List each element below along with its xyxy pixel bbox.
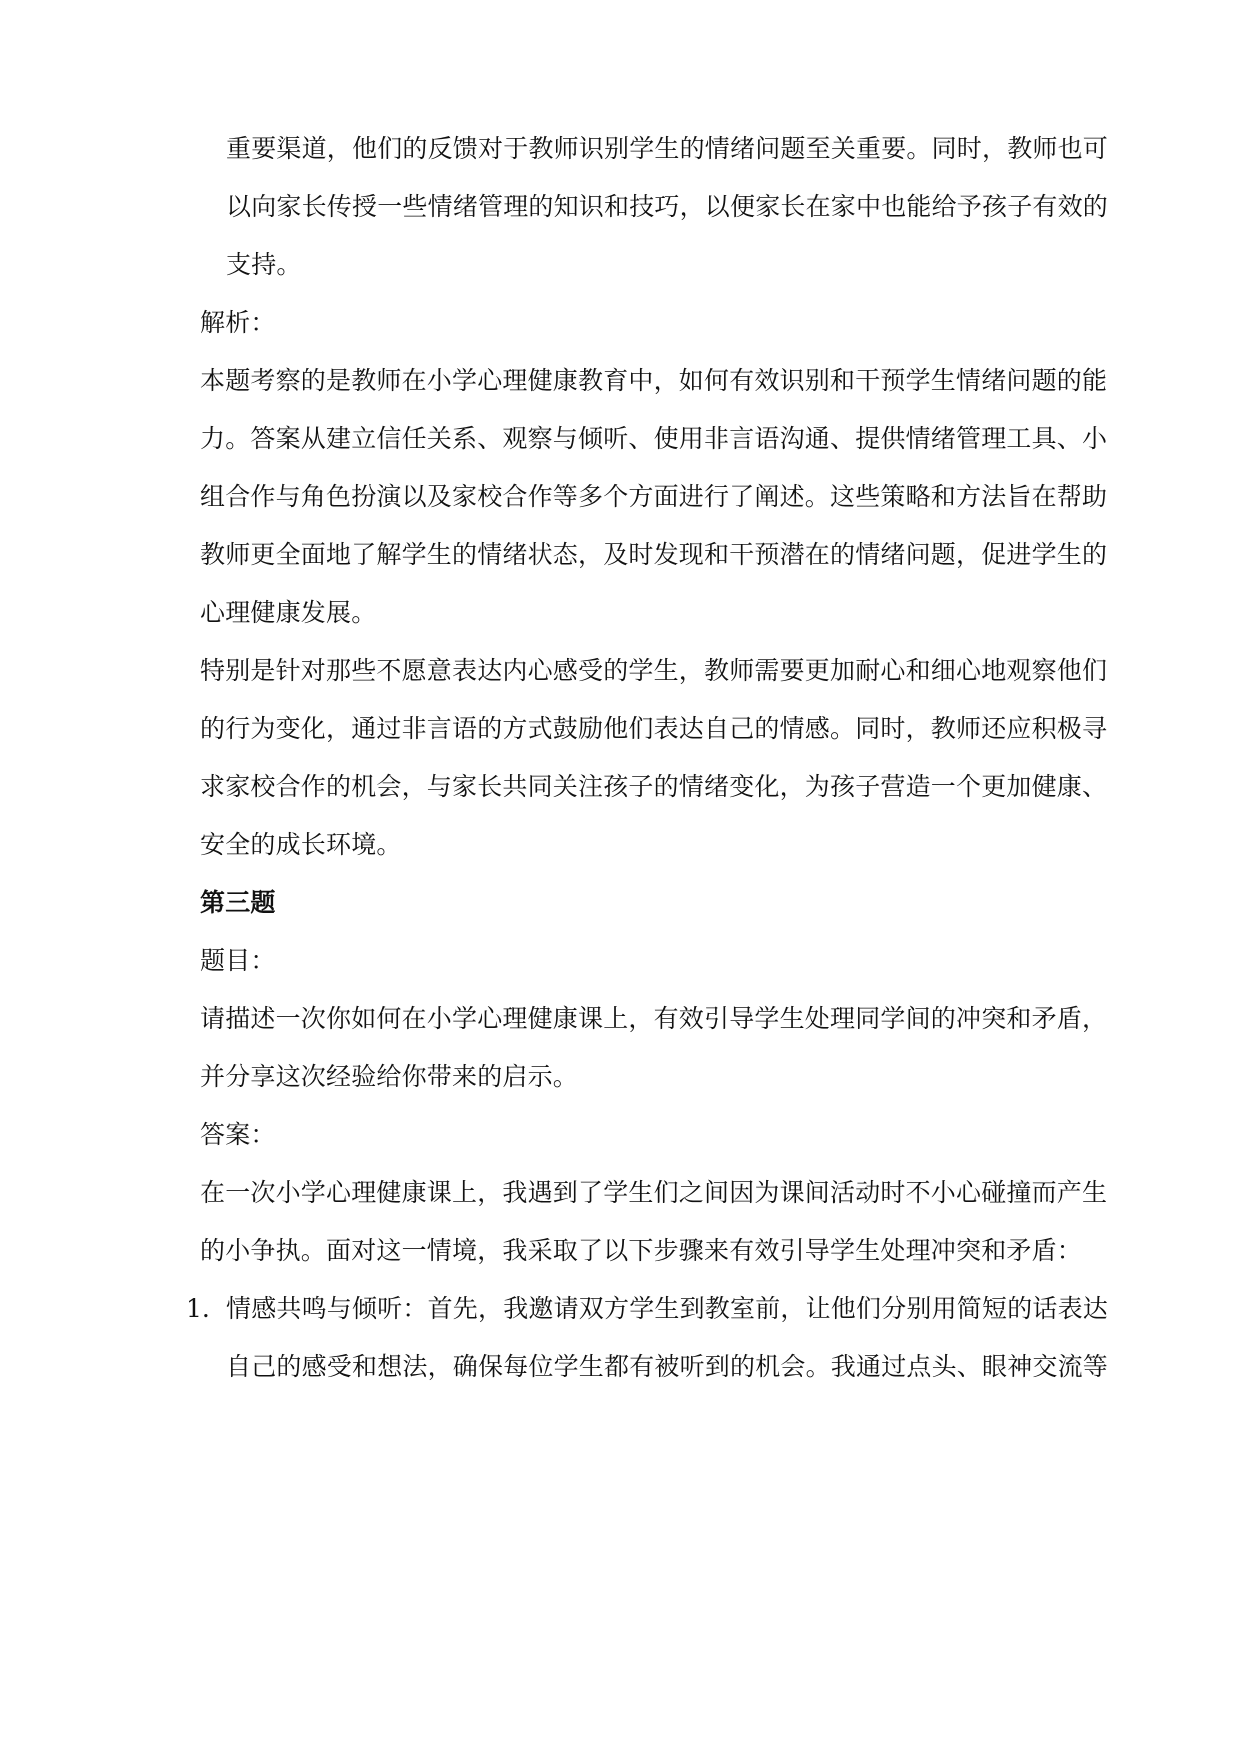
continuation-line-3: 支持。 (226, 250, 302, 279)
analysis-para2-line-3: 求家校合作的机会，与家长共同关注孩子的情绪变化，为孩子营造一个更加健康、 (200, 772, 1108, 801)
list-item-line-2: 自己的感受和想法，确保每位学生都有被听到的机会。我通过点头、眼神交流等 (226, 1352, 1109, 1381)
analysis-para1-line-5: 心理健康发展。 (200, 598, 377, 627)
answer-label: 答案： (200, 1120, 276, 1149)
analysis-para1-line-2: 力。答案从建立信任关系、观察与倾听、使用非言语沟通、提供情绪管理工具、小 (200, 424, 1108, 453)
answer-intro-line-2: 的小争执。面对这一情境，我采取了以下步骤来有效引导学生处理冲突和矛盾： (200, 1236, 1083, 1265)
question-line-2: 并分享这次经验给你带来的启示。 (200, 1062, 579, 1091)
list-item-number: 1. (186, 1294, 210, 1323)
section-heading: 第三题 (200, 888, 276, 917)
analysis-para2-line-4: 安全的成长环境。 (200, 830, 402, 859)
continuation-line-2: 以向家长传授一些情绪管理的知识和技巧，以便家长在家中也能给予孩子有效的 (226, 192, 1109, 221)
analysis-para1-line-4: 教师更全面地了解学生的情绪状态，及时发现和干预潜在的情绪问题，促进学生的 (200, 540, 1108, 569)
answer-intro-line-1: 在一次小学心理健康课上，我遇到了学生们之间因为课间活动时不小心碰撞而产生 (200, 1178, 1108, 1207)
analysis-label: 解析： (200, 308, 276, 337)
continuation-line-1: 重要渠道，他们的反馈对于教师识别学生的情绪问题至关重要。同时，教师也可 (226, 134, 1109, 163)
analysis-para1-line-3: 组合作与角色扮演以及家校合作等多个方面进行了阐述。这些策略和方法旨在帮助 (200, 482, 1108, 511)
analysis-para2-line-2: 的行为变化，通过非言语的方式鼓励他们表达自己的情感。同时，教师还应积极寻 (200, 714, 1108, 743)
question-line-1: 请描述一次你如何在小学心理健康课上，有效引导学生处理同学间的冲突和矛盾， (200, 1004, 1108, 1033)
analysis-para2-line-1: 特别是针对那些不愿意表达内心感受的学生，教师需要更加耐心和细心地观察他们 (200, 656, 1108, 685)
list-item-line-1: 情感共鸣与倾听：首先，我邀请双方学生到教室前，让他们分别用简短的话表达 (226, 1294, 1109, 1323)
question-label: 题目： (200, 946, 276, 975)
analysis-para1-line-1: 本题考察的是教师在小学心理健康教育中，如何有效识别和干预学生情绪问题的能 (200, 366, 1108, 395)
